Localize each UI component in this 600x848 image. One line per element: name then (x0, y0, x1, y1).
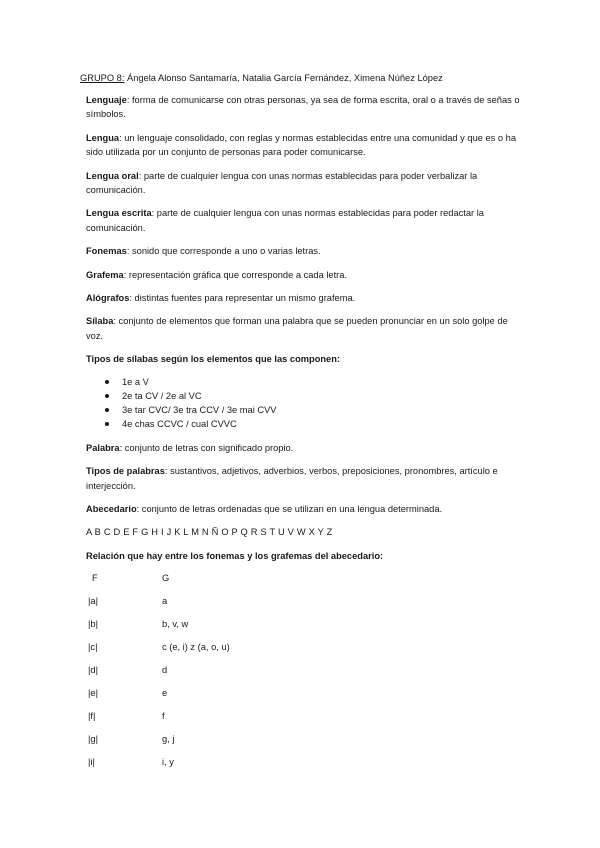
table-row (86, 594, 362, 617)
definition-text: : sustantivos, adjetivos, adverbios, verbos, preposiciones, pronombres, artículo e interjección. (86, 466, 498, 491)
grapheme-cell: f (162, 711, 165, 722)
definition-text: : sonido que corresponde a uno o varias letras. (126, 246, 321, 257)
grapheme-cell: i, y (162, 757, 174, 768)
definition-grafema (86, 268, 522, 282)
list-item: 4e chas CCVC / cual CVVC (86, 417, 522, 431)
column-header-f: F (92, 573, 98, 584)
phoneme-cell: |b| (88, 619, 99, 630)
table-row (86, 617, 362, 640)
column-header-g: G (162, 573, 170, 584)
definition-alografos (86, 291, 522, 305)
definition-text: : distintas fuentes para representar un mismo grafema. (129, 293, 356, 304)
definition-text: : conjunto de letras con significado propio. (119, 442, 294, 453)
definition-tipos-de-palabras (86, 464, 522, 493)
grapheme-cell: e (162, 688, 168, 699)
list-item: 2e ta CV / 2e al VC (86, 389, 522, 403)
definition-text: : conjunto de elementos que forman una palabra que se pueden pronunciar en un solo golpe de voz. (86, 316, 508, 341)
definition-fonemas (86, 244, 522, 258)
table-row (86, 755, 362, 778)
definition-term: Lengua (86, 132, 120, 143)
definition-palabra (86, 441, 522, 455)
document-body (86, 93, 522, 778)
definition-term: Lengua oral (86, 170, 139, 181)
grapheme-cell: a (162, 596, 168, 607)
table-row (86, 709, 362, 732)
grapheme-cell: c (e, i) z (a, o, u) (162, 642, 230, 653)
definition-term: Grafema (86, 269, 124, 280)
grapheme-cell: d (162, 665, 168, 676)
phoneme-grapheme-table (86, 571, 362, 778)
phoneme-cell: |e| (88, 688, 99, 699)
definition-text: : parte de cualquier lengua con unas normas establecidas para poder redactar la comunicación. (86, 208, 484, 233)
phoneme-cell: |i| (88, 757, 95, 768)
grapheme-cell: b, v, w (162, 619, 189, 630)
definition-lengua (86, 131, 522, 160)
definition-text: : representación gráfica que corresponde a cada letra. (123, 269, 347, 280)
definition-term: Palabra (86, 442, 120, 453)
definition-term: Tipos de palabras (86, 466, 165, 477)
table-row (86, 663, 362, 686)
relation-heading: Relación que hay entre los fonemas y los grafemas del abecedario: (86, 550, 384, 561)
definition-text: : conjunto de letras ordenadas que se utilizan en una lengua determinada. (136, 503, 443, 514)
definition-term: Sílaba (86, 316, 114, 327)
authors: Ángela Alonso Santamaría, Natalia García Fernández, Ximena Núñez López (124, 73, 443, 83)
phoneme-cell: |g| (88, 734, 99, 745)
definition-lenguaje (86, 93, 522, 122)
group-label: GRUPO 8: (80, 73, 125, 83)
definition-lengua-oral (86, 169, 522, 198)
list-item: 1e a V (86, 375, 522, 389)
definition-term: Abecedario (86, 503, 137, 514)
definition-term: Lengua escrita (86, 208, 152, 219)
syllable-types-list (86, 375, 522, 431)
definition-text: : forma de comunicarse con otras personas, ya sea de forma escrita, oral o a través de señas o símbolos. (86, 95, 520, 120)
definition-abecedario (86, 502, 522, 516)
table-row (86, 686, 362, 709)
phoneme-cell: |f| (88, 711, 96, 722)
grapheme-cell: g, j (162, 734, 175, 745)
table-row (86, 640, 362, 663)
definition-silaba (86, 314, 522, 343)
definition-text: : parte de cualquier lengua con unas normas establecidas para poder verbalizar la comunicación. (86, 170, 478, 196)
phoneme-cell: |c| (88, 642, 98, 653)
definition-term: Alógrafos (86, 293, 130, 304)
definition-lengua-escrita (86, 206, 522, 235)
definition-text: : un lenguaje consolidado, con reglas y normas establecidas entre una comunidad y que es o ha sido utilizada por un conjunto de personas para poder comunicarse. (86, 132, 516, 158)
phoneme-cell: |d| (88, 665, 99, 676)
table-header-row (86, 571, 362, 594)
document-header (80, 71, 550, 85)
definition-term: Lenguaje (86, 95, 127, 105)
table-row (86, 732, 362, 755)
syllable-types-heading: Tipos de sílabas según los elementos que las componen: (86, 354, 341, 365)
alphabet-line: A B C D E F G H I J K L M N Ñ O P Q R S T U V W X Y Z (86, 527, 333, 538)
list-item: 3e tar CVC/ 3e tra CCV / 3e mai CVV (86, 403, 522, 417)
phoneme-cell: |a| (88, 596, 99, 607)
definition-term: Fonemas (86, 246, 127, 257)
